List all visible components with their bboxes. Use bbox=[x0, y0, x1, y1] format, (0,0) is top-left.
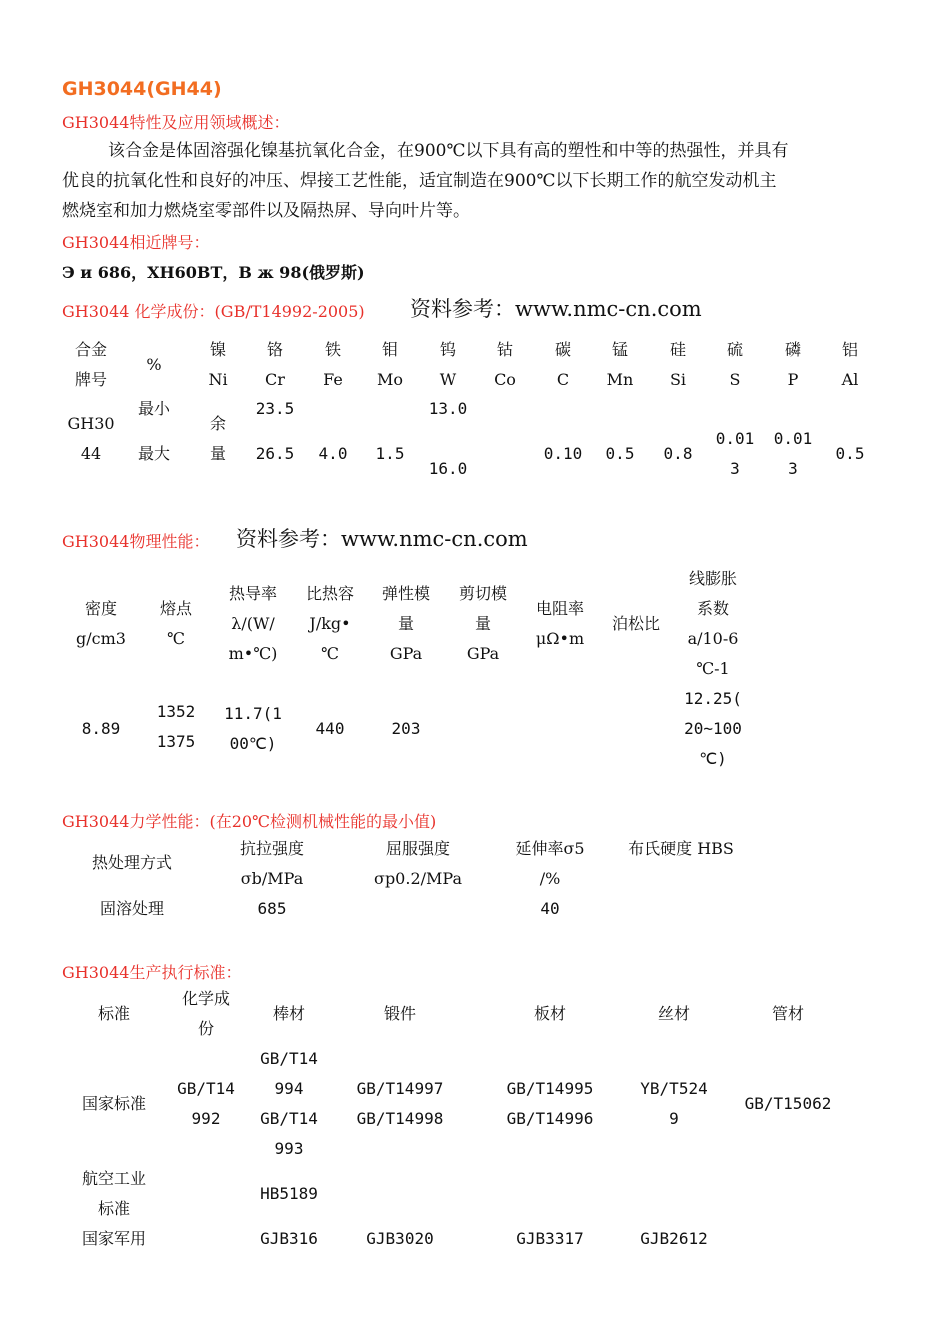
std-military-wire: GJB2612 bbox=[640, 1229, 708, 1248]
std-military-plate: GJB3317 bbox=[516, 1229, 584, 1248]
chem-cr-max: 26.5 bbox=[255, 444, 295, 463]
std-header-plate: 板材 bbox=[533, 1004, 566, 1023]
chem-c-max: 0.10 bbox=[543, 444, 583, 463]
chem-max-label: 最大 bbox=[137, 444, 170, 463]
chem-si-max: 0.8 bbox=[663, 444, 693, 463]
phys-specific-heat-value: 440 bbox=[315, 719, 345, 738]
chem-header-al: 铝 Al bbox=[841, 340, 859, 389]
std-aviation-bar: HB5189 bbox=[260, 1184, 318, 1203]
mech-header-treatment: 热处理方式 bbox=[91, 853, 172, 872]
chem-header-fe: 铁 Fe bbox=[323, 340, 343, 389]
phys-header-expansion: 线膨胀 系数 a/10-6 ℃-1 bbox=[687, 569, 739, 678]
chem-cr-min: 23.5 bbox=[255, 399, 295, 418]
std-national-tube: GB/T15062 bbox=[744, 1094, 832, 1113]
chem-fe-max: 4.0 bbox=[318, 444, 348, 463]
chem-header-mn: 锰 Mn bbox=[606, 340, 634, 389]
std-national-chem: GB/T14 992 bbox=[177, 1079, 235, 1128]
chem-header-grade: 合金 牌号 bbox=[74, 340, 107, 389]
physical-reference: 资料参考：www.nmc-cn.com bbox=[236, 527, 528, 551]
std-header-forging: 锻件 bbox=[383, 1004, 416, 1023]
std-header-bar: 棒材 bbox=[272, 1004, 305, 1023]
chem-header-s: 硫 S bbox=[726, 340, 743, 389]
chem-ni-value: 余 量 bbox=[209, 414, 226, 463]
std-header-tube: 管材 bbox=[771, 1004, 804, 1023]
chem-grade: GH30 44 bbox=[67, 414, 115, 463]
overview-line-3: 燃烧室和加力燃烧室零部件以及隔热屏、导向叶片等。 bbox=[62, 201, 470, 221]
chem-header-mo: 钼 Mo bbox=[376, 340, 403, 389]
physical-heading: GH3044物理性能： bbox=[62, 532, 210, 551]
std-national-plate: GB/T14995 GB/T14996 bbox=[506, 1079, 594, 1128]
mech-header-elongation: 延伸率σ5 /% bbox=[515, 839, 585, 888]
similar-grades-text: Э и 686，XH60BT，В ж 98(俄罗斯) bbox=[62, 263, 365, 282]
overview-line-2: 优良的抗氧化性和良好的冲压、焊接工艺性能，适宜制造在900℃以下长期工作的航空发动机主 bbox=[62, 171, 777, 191]
phys-header-density: 密度 g/cm3 bbox=[76, 599, 126, 648]
mech-header-yield: 屈服强度 σp0.2/MPa bbox=[374, 839, 462, 888]
overview-line-1: 该合金是体固溶强化镍基抗氧化合金，在900℃以下具有高的塑性和中等的热强性，并具有 bbox=[108, 141, 789, 161]
phys-header-elastic: 弹性模 量 GPa bbox=[381, 584, 430, 663]
overview-heading: GH3044特性及应用领域概述： bbox=[62, 113, 290, 132]
std-military-label: 国家军用 bbox=[81, 1229, 146, 1248]
phys-melting-value: 1352 1375 bbox=[156, 702, 196, 751]
std-military-bar: GJB316 bbox=[260, 1229, 318, 1248]
mech-elongation-value: 40 bbox=[540, 899, 560, 918]
document-title: GH3044(GH44) bbox=[62, 78, 222, 100]
standards-heading: GH3044生产执行标准： bbox=[62, 963, 242, 982]
chem-header-ni: 镍 Ni bbox=[208, 340, 228, 389]
mech-header-hardness: 布氏硬度 HBS bbox=[628, 839, 734, 858]
phys-header-specific-heat: 比热容 J/kg• ℃ bbox=[305, 584, 354, 663]
std-aviation-label: 航空工业 标准 bbox=[81, 1169, 146, 1218]
std-national-forging: GB/T14997 GB/T14998 bbox=[356, 1079, 444, 1128]
std-header-wire: 丝材 bbox=[657, 1004, 690, 1023]
chem-min-label: 最小 bbox=[137, 399, 170, 418]
std-military-forging: GJB3020 bbox=[366, 1229, 434, 1248]
std-header-standard: 标准 bbox=[97, 1004, 130, 1023]
std-header-chem: 化学成 份 bbox=[181, 989, 230, 1038]
chem-mn-max: 0.5 bbox=[605, 444, 635, 463]
std-national-bar: GB/T14 994 GB/T14 993 bbox=[260, 1049, 318, 1158]
phys-header-melting: 熔点 ℃ bbox=[159, 599, 192, 648]
chem-mo-max: 1.5 bbox=[375, 444, 405, 463]
phys-expansion-value: 12.25( 20~100 ℃) bbox=[684, 689, 742, 768]
phys-density-value: 8.89 bbox=[81, 719, 121, 738]
phys-header-shear: 剪切模 量 GPa bbox=[458, 584, 507, 663]
mech-treatment-value: 固溶处理 bbox=[99, 899, 164, 918]
similar-grades-heading: GH3044相近牌号： bbox=[62, 233, 210, 252]
std-national-label: 国家标准 bbox=[81, 1094, 146, 1113]
chem-header-w: 钨 W bbox=[439, 340, 457, 389]
phys-elastic-value: 203 bbox=[391, 719, 421, 738]
std-national-wire: YB/T524 9 bbox=[640, 1079, 708, 1128]
chem-header-cr: 铬 Cr bbox=[265, 340, 285, 389]
chem-p-max: 0.01 3 bbox=[773, 429, 813, 478]
chem-header-c: 碳 C bbox=[554, 340, 571, 389]
chem-s-max: 0.01 3 bbox=[715, 429, 755, 478]
mech-header-tensile: 抗拉强度 σb/MPa bbox=[239, 839, 304, 888]
chem-header-si: 硅 Si bbox=[669, 340, 687, 389]
mech-tensile-value: 685 bbox=[257, 899, 287, 918]
chemical-heading: GH3044 化学成份：(GB/T14992-2005) bbox=[62, 302, 365, 321]
chemical-reference: 资料参考：www.nmc-cn.com bbox=[410, 297, 702, 321]
phys-header-conductivity: 热导率 λ/(W/ m•℃) bbox=[228, 584, 278, 663]
phys-header-resistivity: 电阻率 μΩ•m bbox=[535, 599, 585, 648]
chem-al-max: 0.5 bbox=[835, 444, 865, 463]
chem-header-percent: % bbox=[146, 355, 162, 374]
phys-conductivity-value: 11.7(1 00℃) bbox=[224, 704, 282, 753]
chem-header-co: 钴 Co bbox=[494, 340, 516, 389]
phys-header-poisson: 泊松比 bbox=[611, 614, 660, 633]
mechanical-heading: GH3044力学性能：(在20℃检测机械性能的最小值) bbox=[62, 812, 437, 831]
chem-w-min: 13.0 bbox=[428, 399, 468, 418]
chem-header-p: 磷 P bbox=[784, 340, 801, 389]
chem-w-max: 16.0 bbox=[428, 459, 468, 478]
